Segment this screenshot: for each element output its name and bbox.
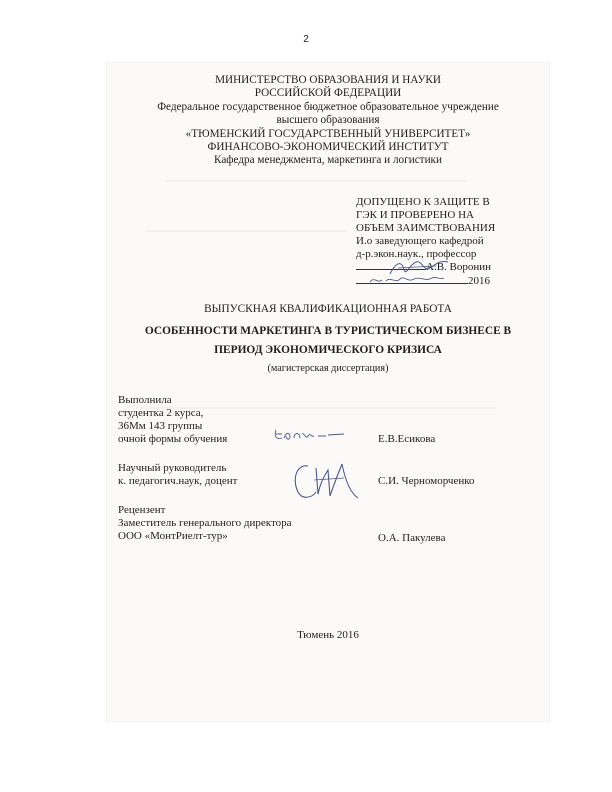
approval-line-4: И.о заведующего кафедрой (356, 235, 484, 248)
ministry-line-1: МИНИСТЕРСТВО ОБРАЗОВАНИЯ И НАУКИ (215, 74, 441, 86)
reviewer-position: Заместитель генерального директора (118, 517, 292, 529)
reviewer-company: ООО «МонтРиелт-тур» (118, 530, 228, 542)
handwritten-date-mark (368, 272, 448, 288)
thesis-title-line-2: ПЕРИОД ЭКОНОМИЧЕСКОГО КРИЗИСА (214, 343, 442, 356)
author-signature-mark (272, 426, 346, 444)
supervisor-label: Научный руководитель (118, 462, 227, 474)
approval-line-3: ОБЪЕМ ЗАИМСТВОВАНИЯ (356, 222, 496, 235)
approval-year: 2016 (468, 274, 490, 287)
thesis-title-line-1: ОСОБЕННОСТИ МАРКЕТИНГА В ТУРИСТИЧЕСКОМ БИЗНЕСЕ В (144, 325, 512, 337)
author-label: Выполнила (118, 394, 172, 406)
reviewer-name: О.А. Пакулева (378, 532, 446, 544)
university-name: «ТЮМЕНСКИЙ ГОСУДАРСТВЕННЫЙ УНИВЕРСИТЕТ» (185, 127, 471, 140)
supervisor-block (118, 462, 237, 488)
scanned-title-page (106, 62, 550, 722)
thesis-title (106, 322, 550, 359)
supervisor-signature-mark (286, 454, 364, 506)
scan-bleed-mark (146, 230, 346, 232)
department-name: Кафедра менеджмента, маркетинга и логистики (214, 154, 442, 167)
page-number: 2 (303, 34, 309, 45)
reviewer-block (118, 504, 292, 543)
author-group: 36Мм 143 группы (118, 420, 203, 432)
institute-name: ФИНАНСОВО-ЭКОНОМИЧЕСКИЙ ИНСТИТУТ (207, 141, 449, 154)
city-year: Тюмень 2016 (297, 629, 359, 641)
scan-bleed-mark (166, 180, 466, 182)
author-block (118, 394, 227, 446)
approval-line-2: ГЭК И ПРОВЕРЕНО НА (356, 209, 474, 222)
author-name: Е.В.Есикова (378, 433, 436, 445)
reviewer-label: Рецензент (118, 504, 166, 516)
work-type: ВЫПУСКНАЯ КВАЛИФИКАЦИОННАЯ РАБОТА (204, 303, 452, 315)
author-course: студентка 2 курса, (118, 407, 204, 419)
supervisor-name: С.И. Черноморченко (378, 475, 475, 487)
dissertation-type: (магистерская диссертация) (267, 363, 389, 374)
head-name: А.В. Воронин (426, 261, 492, 274)
approval-line-1: ДОПУЩЕНО К ЗАЩИТЕ В (356, 196, 490, 208)
approval-line-5: д-р.экон.наук., профессор (356, 248, 477, 261)
author-study-form: очной формы обучения (118, 433, 228, 445)
institution-type-line: Федеральное государственное бюджетное образовательное учреждение (157, 100, 499, 113)
education-level-line: высшего образования (276, 114, 380, 127)
supervisor-degree: к. педагогич.наук, доцент (118, 475, 238, 487)
ministry-line-2: РОССИЙСКОЙ ФЕДЕРАЦИИ (254, 87, 402, 100)
institution-header (106, 74, 550, 168)
